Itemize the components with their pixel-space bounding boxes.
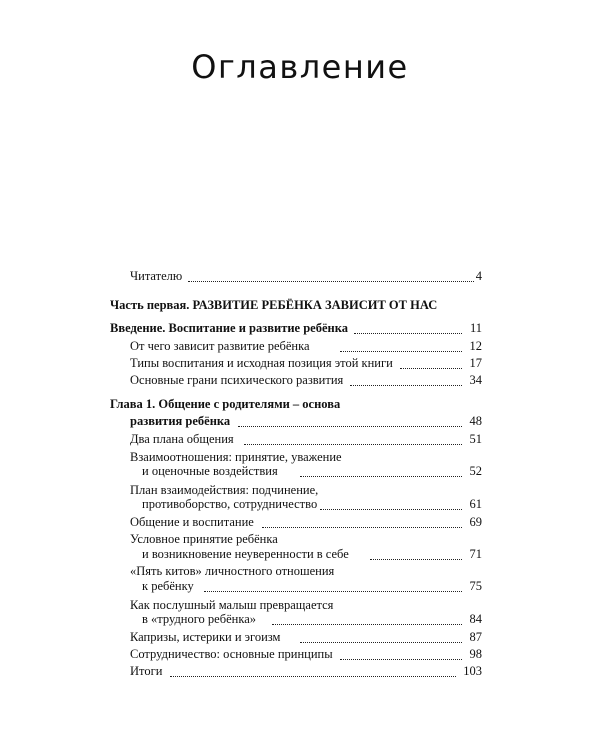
leader-dots (300, 476, 462, 477)
page-number: 75 (469, 579, 482, 593)
toc-entry-text-line1: План взаимодействия: подчинение, (130, 483, 319, 497)
toc-entry-text: Типы воспитания и исходная позиция этой книги (130, 356, 393, 370)
leader-dots (238, 426, 462, 427)
toc-entry-text-line2: к ребёнку (142, 579, 194, 593)
page-number: 71 (469, 547, 482, 561)
page-number: 98 (469, 647, 482, 661)
leader-dots (170, 676, 456, 677)
page-number: 12 (469, 339, 482, 353)
toc-entry-text: От чего зависит развитие ребёнка (130, 339, 310, 353)
leader-dots (370, 559, 462, 560)
leader-dots (262, 527, 462, 528)
leader-dots (400, 368, 462, 369)
toc-entry-text: Итоги (130, 664, 163, 678)
page-number: 48 (469, 414, 482, 428)
toc-entry-text-line1: Условное принятие ребёнка (130, 532, 278, 546)
page-number: 52 (469, 464, 482, 478)
leader-dots (350, 385, 462, 386)
page-number: 84 (469, 612, 482, 626)
toc-entry-text: Общение и воспитание (130, 515, 254, 529)
chapter-heading-line1: Глава 1. Общение с родителями – основа (110, 397, 341, 411)
page-number: 4 (475, 269, 482, 283)
leader-dots (272, 624, 462, 625)
toc-entry-text-line2: противоборство, сотрудничество (142, 497, 318, 511)
section-heading: Введение. Воспитание и развитие ребёнка (110, 321, 348, 335)
leader-dots (340, 351, 462, 352)
chapter-heading-line2: развития ребёнка (130, 414, 231, 428)
toc-entry-text: Сотрудничество: основные принципы (130, 647, 333, 661)
toc-entry-text-line1: «Пять китов» личностного отношения (130, 564, 335, 578)
page-number: 17 (469, 356, 482, 370)
toc-entry-text: Читателю (130, 269, 183, 283)
page-number: 103 (463, 664, 482, 678)
toc-entry-text: Капризы, истерики и эгоизм (130, 630, 281, 644)
leader-dots (354, 333, 462, 334)
leader-dots (204, 591, 462, 592)
toc-entry-text: Два плана общения (130, 432, 234, 446)
leader-dots (300, 642, 462, 643)
toc-entry-text-line2: и оценочные воздействия (142, 464, 278, 478)
page-title: Оглавление (191, 48, 409, 86)
page-number: 34 (469, 373, 482, 387)
leader-dots (340, 659, 462, 660)
toc-entry-text: Основные грани психического развития (130, 373, 344, 387)
page-number: 51 (469, 432, 482, 446)
toc-entry-text-line1: Как послушный малыш превращается (130, 598, 334, 612)
part-heading: Часть первая. РАЗВИТИЕ РЕБЁНКА ЗАВИСИТ ОТ НАС (110, 298, 438, 312)
page-number: 87 (469, 630, 482, 644)
page-number: 69 (469, 515, 482, 529)
leader-dots (320, 509, 462, 510)
leader-dots (244, 444, 462, 445)
leader-dots (188, 281, 474, 282)
page-number: 61 (469, 497, 482, 511)
toc-entry-text-line1: Взаимоотношения: принятие, уважение (130, 450, 342, 464)
toc-entry-text-line2: и возникновение неуверенности в себе (142, 547, 349, 561)
page-number: 11 (469, 321, 482, 335)
toc-entry-text-line2: в «трудного ребёнка» (142, 612, 257, 626)
